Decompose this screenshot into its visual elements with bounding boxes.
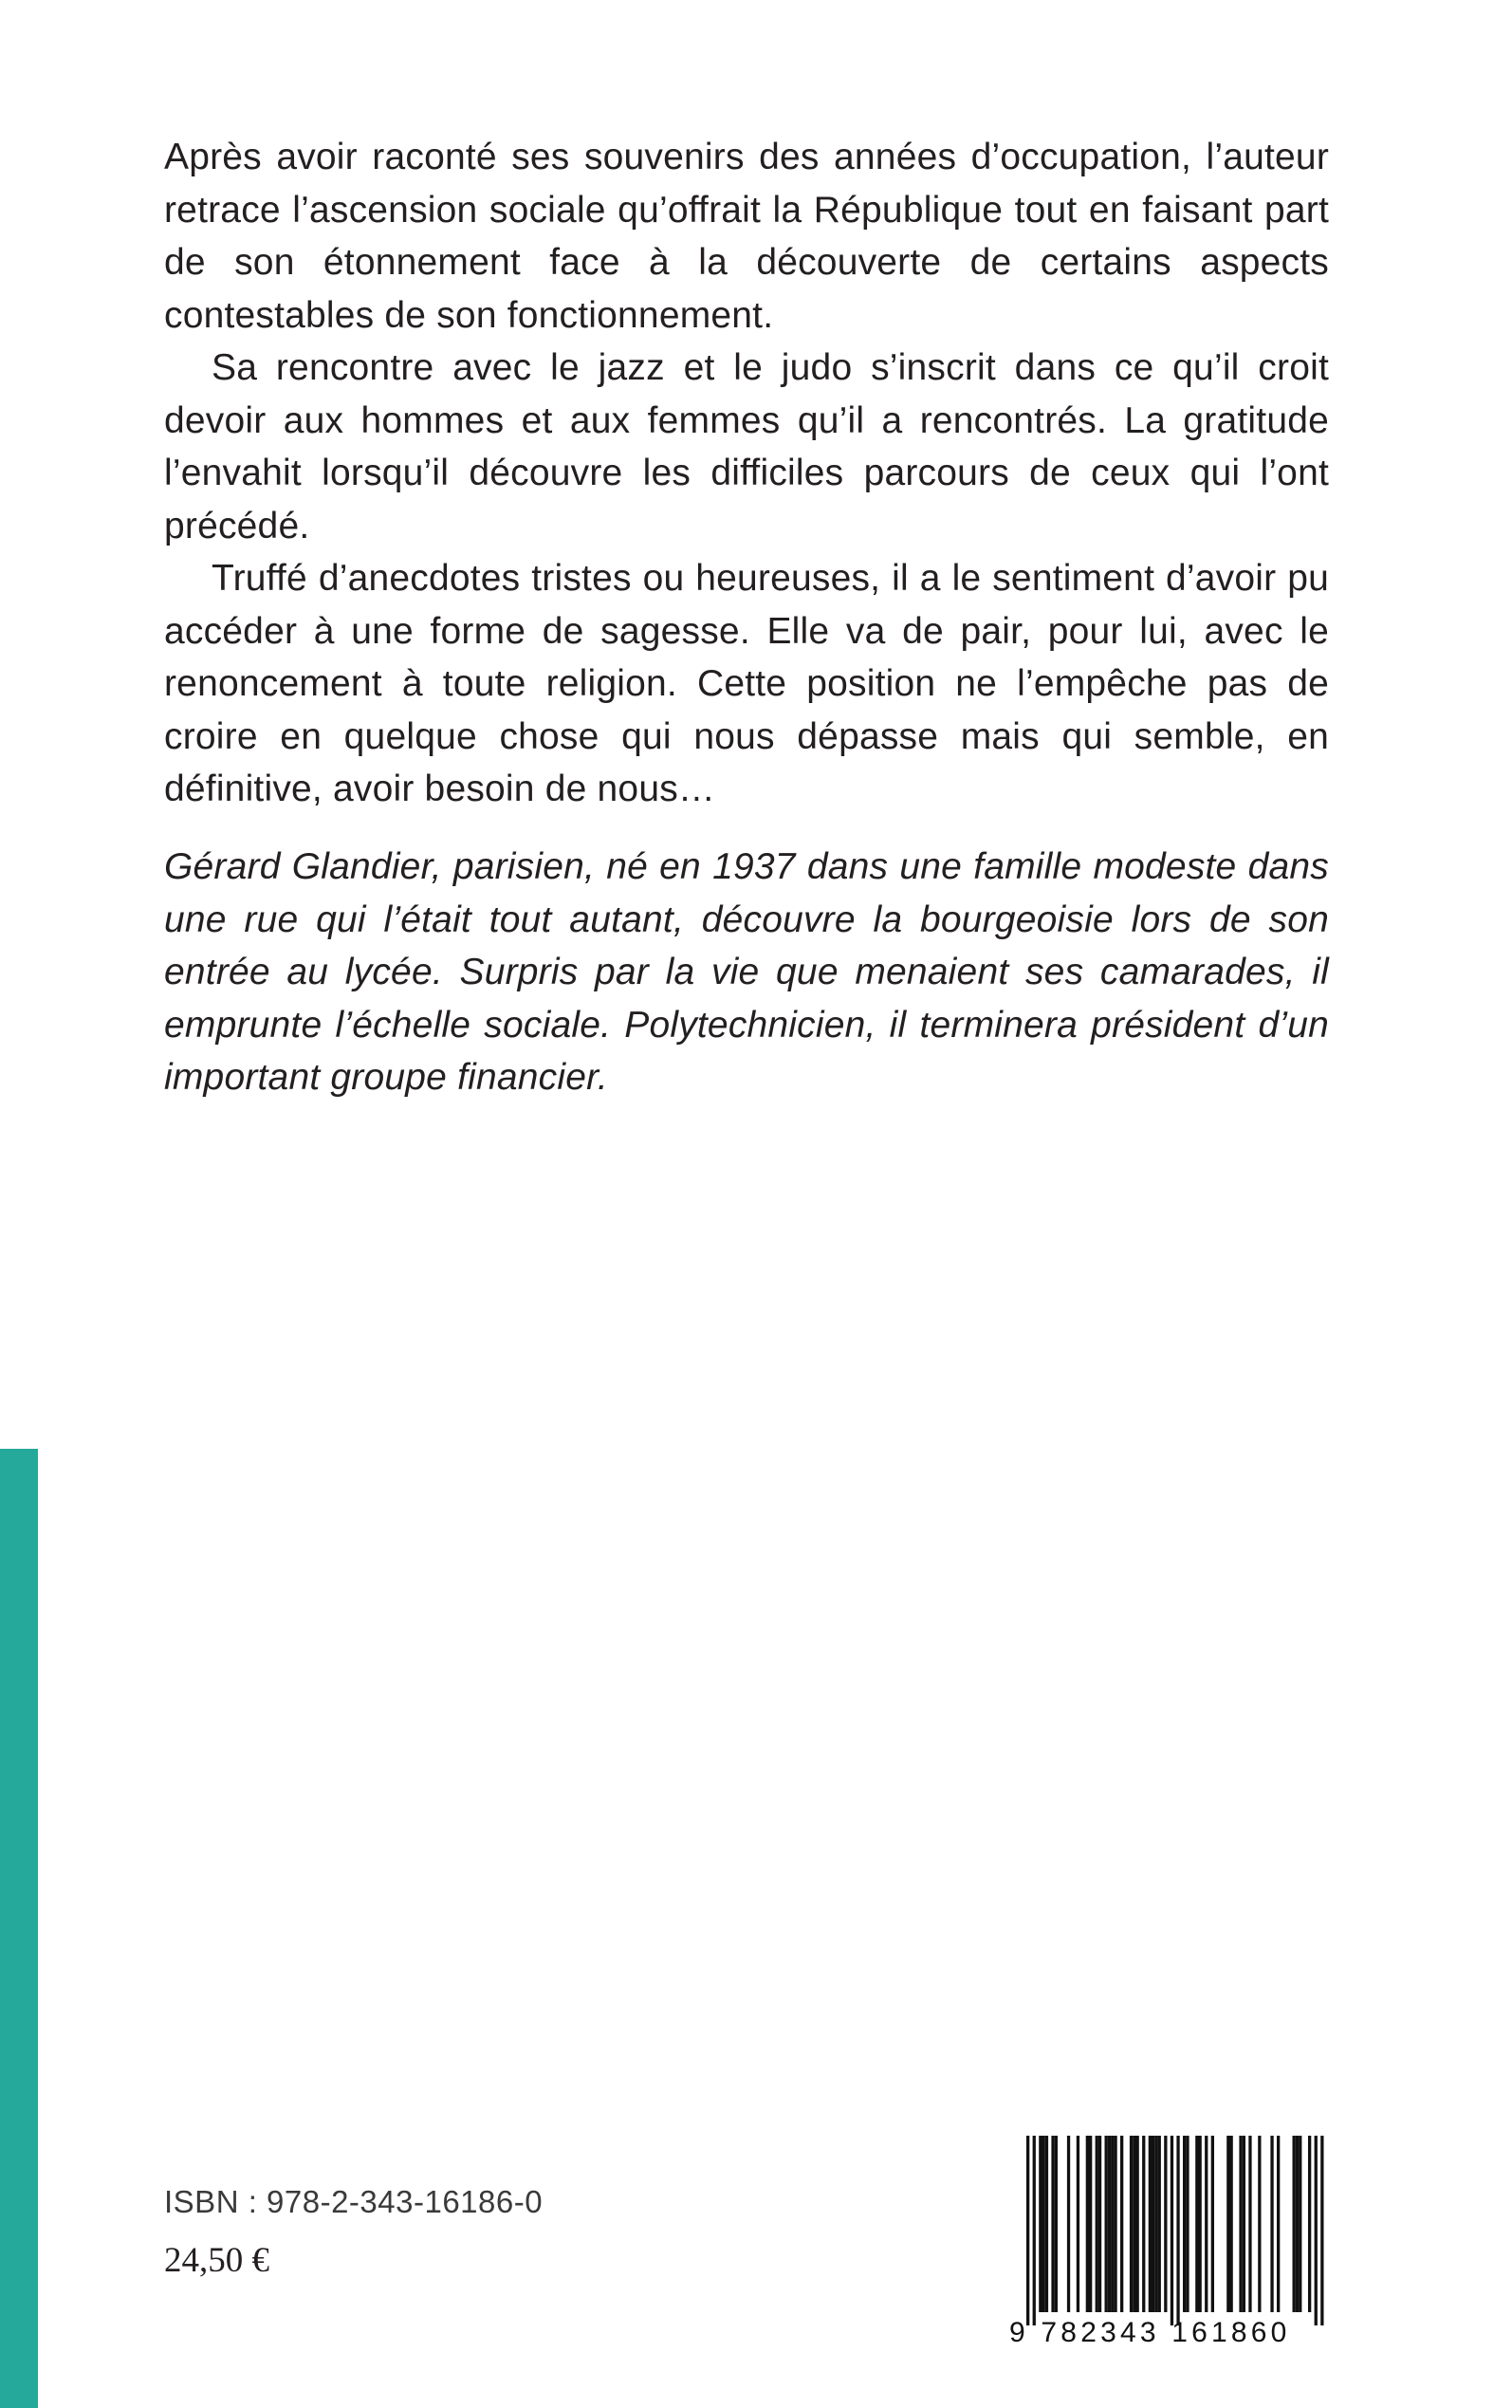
synopsis-paragraph-3: Truffé d’anecdotes tristes ou heureuses, il a le sentiment d’avoir pu accéder à une forme de sagesse. Elle va de pair, pour lui, avec le renoncement à toute religion. Cette position ne l’empêche pas de croire en quelque chose qui nous dépasse mais qui semble, en définitive, avoir besoin de nous… — [164, 558, 1329, 809]
barcode-bar — [1039, 2136, 1042, 2312]
barcode-bar — [1105, 2136, 1108, 2312]
synopsis-paragraph-2: Sa rencontre avec le jazz et le judo s’inscrit dans ce qu’il croit devoir aux hommes et aux femmes qu’il a rencontrés. La gratitude l’envahit lorsqu’il découvre les difficiles parcours de ceux qui l’ont précédé. — [164, 347, 1329, 546]
barcode-bar — [1055, 2136, 1058, 2312]
barcode-bar — [1248, 2136, 1251, 2312]
synopsis — [164, 131, 1329, 816]
accent-bar — [0, 1449, 38, 2408]
barcode-bar — [1098, 2136, 1101, 2312]
barcode-bar — [1277, 2136, 1280, 2312]
barcode-bar — [1096, 2136, 1098, 2312]
barcode-bar — [1045, 2136, 1048, 2312]
barcode-bar — [1067, 2136, 1070, 2312]
barcode-bar — [1152, 2136, 1154, 2312]
barcode-bar — [1051, 2136, 1054, 2312]
barcode-bar — [1042, 2136, 1045, 2312]
barcode-bar — [1211, 2136, 1214, 2312]
barcode-bar — [1293, 2136, 1296, 2312]
barcode-bar — [1230, 2136, 1233, 2312]
barcode-bar — [1164, 2136, 1167, 2312]
barcode-bar — [1308, 2136, 1311, 2312]
barcode-bar — [1158, 2136, 1161, 2312]
barcode-bar — [1149, 2136, 1152, 2312]
barcode-bar — [1296, 2136, 1299, 2312]
barcode-digits: 9 782343 161860 — [1009, 2317, 1291, 2348]
author-bio — [164, 841, 1329, 1104]
barcode-bar — [1183, 2136, 1186, 2312]
barcode-bar — [1205, 2136, 1208, 2312]
barcode-bar — [1258, 2136, 1261, 2312]
barcode-bar — [1195, 2136, 1198, 2312]
barcode-bar — [1130, 2136, 1133, 2312]
barcode-bar — [1108, 2136, 1111, 2312]
barcode-bar — [1136, 2136, 1139, 2312]
isbn: ISBN : 978-2-343-16186-0 — [164, 2184, 544, 2219]
barcode-bar — [1239, 2136, 1242, 2312]
barcode-bar — [1270, 2136, 1273, 2312]
barcode — [1009, 2136, 1332, 2325]
barcode-bar — [1114, 2136, 1116, 2312]
barcode-bar — [1077, 2136, 1079, 2312]
barcode-bar — [1086, 2136, 1089, 2312]
author-name: Gérard Glandier — [164, 846, 432, 887]
barcode-bar — [1133, 2136, 1135, 2312]
barcode-bar — [1154, 2136, 1157, 2312]
barcode-bar — [1171, 2136, 1173, 2325]
author-bio-paragraph — [164, 841, 1329, 1104]
barcode-bars — [1009, 2136, 1332, 2325]
barcode-bar — [1243, 2136, 1245, 2312]
barcode-bar — [1226, 2136, 1229, 2312]
barcode-bar — [1089, 2136, 1092, 2312]
barcode-bar — [1111, 2136, 1114, 2312]
barcode-bar — [1199, 2136, 1202, 2312]
barcode-bar — [1120, 2136, 1123, 2312]
author-bio-text: , parisien, né en 1937 dans une famille modeste dans une rue qui l’était tout autant, découvre la bourgeoisie lors de son entrée au lycée. Surpris par la vie que menaient ses camarades, il emprunte l’échelle sociale. Polytechnicien, il terminera président d’un important groupe financier. — [164, 846, 1329, 1098]
barcode-bar — [1026, 2136, 1029, 2325]
barcode-bar — [1176, 2136, 1179, 2325]
barcode-bar — [1142, 2136, 1145, 2312]
barcode-bar — [1315, 2136, 1318, 2325]
barcode-bar — [1320, 2136, 1323, 2325]
barcode-bar — [1299, 2136, 1301, 2312]
barcode-bar — [1033, 2136, 1036, 2325]
price: 24,50 € — [164, 2241, 269, 2280]
synopsis-paragraph-1: Après avoir raconté ses souvenirs des années d’occupation, l’auteur retrace l’ascension sociale qu’offrait la République tout en faisant part de son étonnement face à la découverte de certains aspects contestables de son fonctionnement. — [164, 137, 1329, 336]
barcode-bar — [1186, 2136, 1189, 2312]
